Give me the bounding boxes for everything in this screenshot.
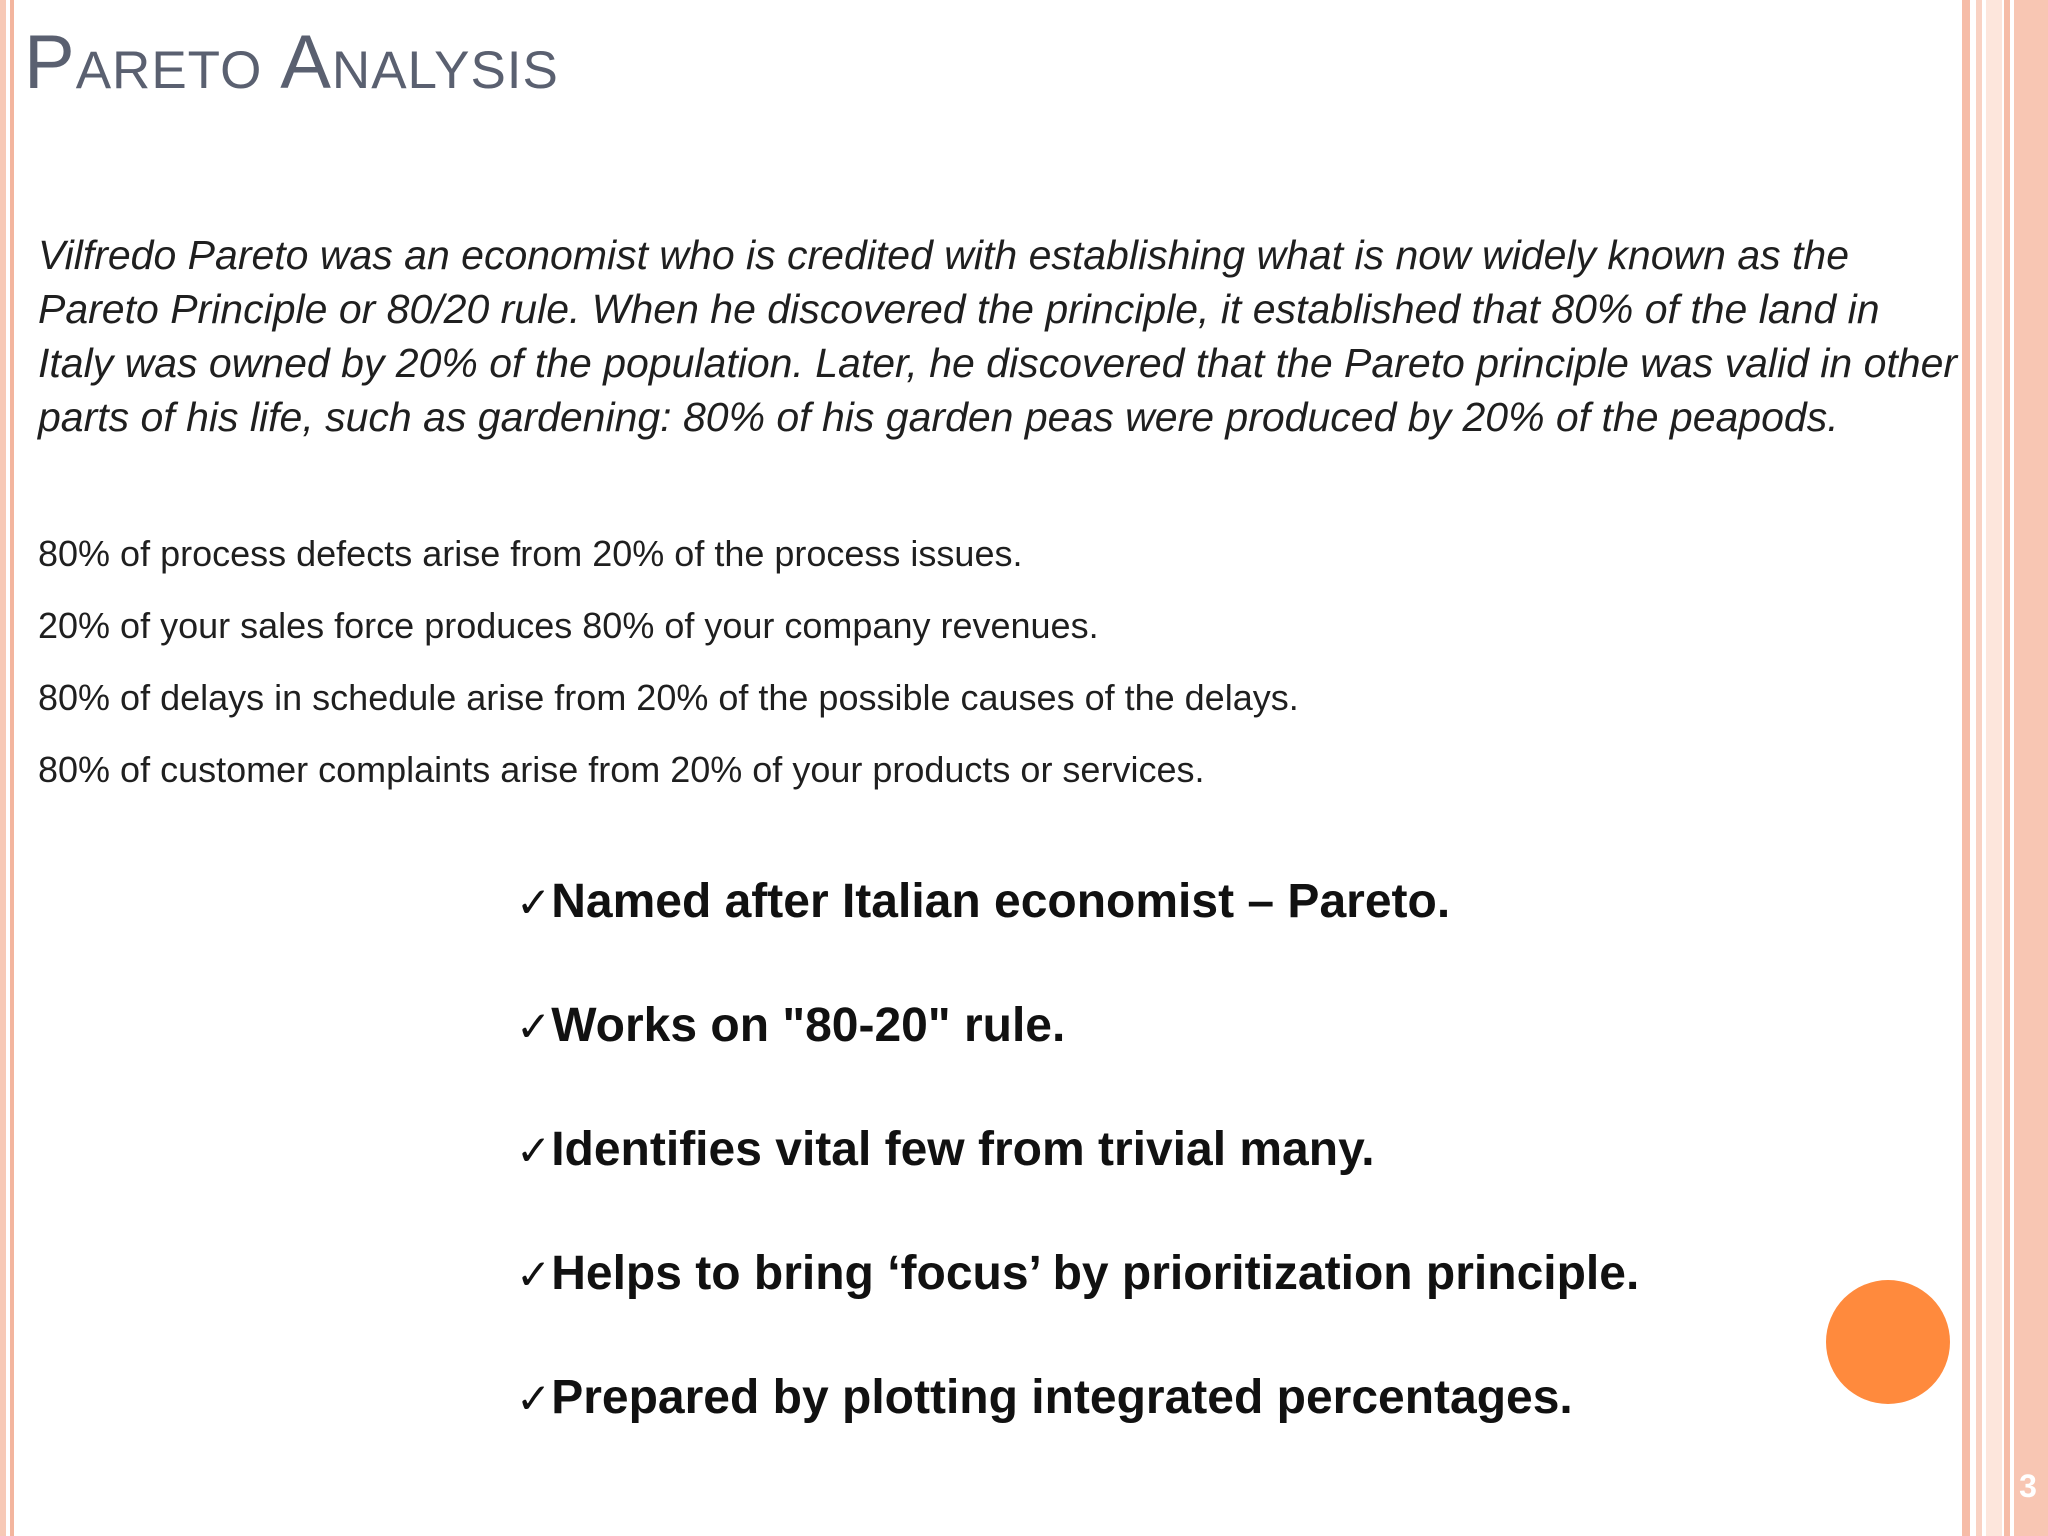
check-icon: ✓ <box>516 1250 552 1299</box>
slide-title: Pareto Analysis <box>24 20 559 105</box>
slide-number: 3 <box>2019 1468 2037 1504</box>
key-points-list <box>516 840 1916 1460</box>
right-border-stripe <box>1986 0 2002 1536</box>
intro-paragraph: Vilfredo Pareto was an economist who is credited with establishing what is now widely known as the Pareto Principle or 80/20 rule. When he discovered the principle, it established that 80% of the land in Italy was owned by 20% of the population. Later, he discovered that the Pareto principle was valid in other parts of his life, such as gardening: 80% of his garden peas were produced by 20% of the peapods. <box>38 232 1958 440</box>
fact-item: 80% of customer complaints arise from 20% of your products or services. <box>38 749 1205 790</box>
check-icon: ✓ <box>516 1374 552 1423</box>
key-point-text: Identifies vital few from trivial many. <box>551 1123 1375 1176</box>
right-border-stripe <box>1976 0 1982 1536</box>
fact-list <box>38 518 1938 806</box>
key-point <box>516 1212 1916 1336</box>
key-point <box>516 964 1916 1088</box>
fact-item: 80% of delays in schedule arise from 20% of the possible causes of the delays. <box>38 677 1299 718</box>
key-point <box>516 840 1916 964</box>
check-icon: ✓ <box>516 878 552 927</box>
key-point-text: Prepared by plotting integrated percentages. <box>551 1371 1573 1424</box>
key-point-text: Helps to bring ‘focus’ by prioritization principle. <box>551 1247 1640 1300</box>
key-point <box>516 1336 1916 1460</box>
right-border-stripe <box>1962 0 1970 1536</box>
key-point <box>516 1088 1916 1212</box>
left-border-stripe <box>0 0 6 1536</box>
key-point-text: Named after Italian economist – Pareto. <box>551 875 1451 928</box>
right-border-stripe <box>2004 0 2010 1536</box>
key-point-text: Works on "80-20" rule. <box>551 999 1066 1052</box>
left-border-stripe <box>10 0 14 1536</box>
right-border-stripe <box>2014 0 2048 1536</box>
orange-circle-decoration <box>1826 1280 1950 1404</box>
check-icon: ✓ <box>516 1126 552 1175</box>
fact-item: 20% of your sales force produces 80% of your company revenues. <box>38 605 1099 646</box>
fact-item: 80% of process defects arise from 20% of the process issues. <box>38 533 1023 574</box>
check-icon: ✓ <box>516 1002 552 1051</box>
